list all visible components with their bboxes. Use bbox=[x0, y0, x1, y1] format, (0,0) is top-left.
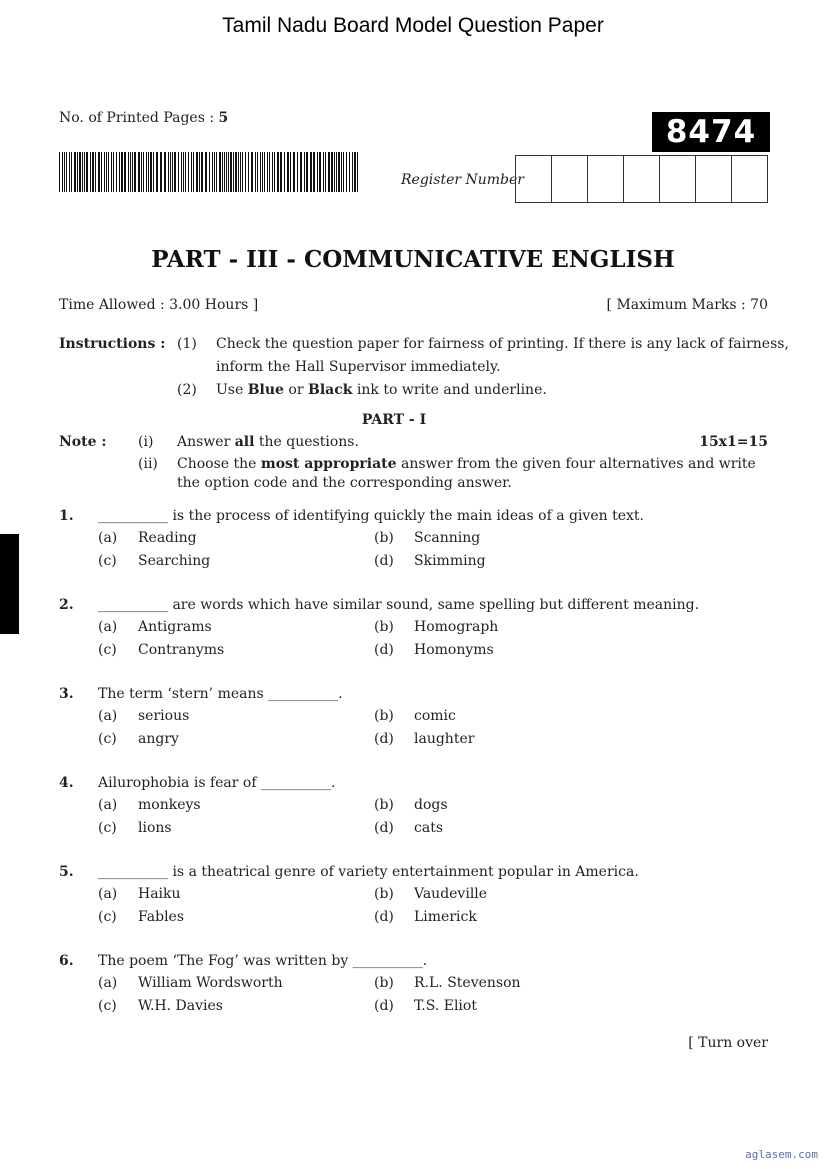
barcode-bar bbox=[346, 152, 347, 192]
barcode-bar bbox=[352, 152, 353, 192]
question-text: The term ‘stern’ means __________. bbox=[98, 686, 343, 702]
barcode-bar bbox=[146, 152, 147, 192]
option-text: Homograph bbox=[414, 619, 499, 635]
option-code: (d) bbox=[374, 553, 394, 569]
register-digit-box[interactable] bbox=[731, 155, 768, 203]
barcode-bar bbox=[95, 152, 96, 192]
instruction-number: (1) bbox=[177, 336, 197, 352]
option-text: T.S. Eliot bbox=[414, 998, 477, 1014]
note-text-cont: the option code and the corresponding answer. bbox=[177, 475, 512, 491]
option-text: Haiku bbox=[138, 886, 181, 902]
option-text: lions bbox=[138, 820, 172, 836]
barcode-bar bbox=[153, 152, 154, 192]
barcode-bar bbox=[328, 152, 330, 192]
question-number: 3. bbox=[59, 686, 74, 702]
option-code: (b) bbox=[374, 797, 394, 813]
barcode-bar bbox=[248, 152, 249, 192]
barcode-bar bbox=[313, 152, 315, 192]
question-text: The poem ‘The Fog’ was written by __________. bbox=[98, 953, 428, 969]
option-text: laughter bbox=[414, 731, 475, 747]
paper-title: PART - III - COMMUNICATIVE ENGLISH bbox=[151, 246, 675, 273]
barcode-bar bbox=[267, 152, 268, 192]
barcode-bar bbox=[331, 152, 333, 192]
barcode-bar bbox=[130, 152, 131, 192]
barcode-bar bbox=[280, 152, 282, 192]
barcode-bar bbox=[191, 152, 192, 192]
register-number-label: Register Number bbox=[401, 172, 524, 188]
register-digit-box[interactable] bbox=[515, 155, 552, 203]
barcode-bar bbox=[134, 152, 136, 192]
barcode-bar bbox=[193, 152, 194, 192]
option-text: Antigrams bbox=[138, 619, 212, 635]
option-code: (b) bbox=[374, 530, 394, 546]
barcode-bar bbox=[132, 152, 133, 192]
barcode-bar bbox=[150, 152, 152, 192]
barcode-bar bbox=[79, 152, 81, 192]
barcode-bar bbox=[349, 152, 350, 192]
option-code: (b) bbox=[374, 708, 394, 724]
barcode-bar bbox=[185, 152, 186, 192]
barcode-bar bbox=[183, 152, 184, 192]
barcode-bar bbox=[148, 152, 149, 192]
barcode-bar bbox=[336, 152, 337, 192]
instruction-fragment: Use bbox=[216, 382, 248, 398]
instruction-bold: Blue bbox=[247, 382, 284, 398]
note-fragment: the questions. bbox=[254, 434, 359, 450]
option-code: (d) bbox=[374, 642, 394, 658]
instruction-fragment: ink to write and underline. bbox=[352, 382, 547, 398]
barcode-bar bbox=[106, 152, 107, 192]
question-text: __________ are words which have similar sound, same spelling but different meaning. bbox=[98, 597, 700, 613]
option-code: (c) bbox=[98, 820, 117, 836]
option-code: (c) bbox=[98, 553, 117, 569]
barcode-bar bbox=[160, 152, 162, 192]
option-text: William Wordsworth bbox=[138, 975, 283, 991]
note-bold: most appropriate bbox=[260, 456, 397, 472]
note-fragment: Choose the bbox=[177, 456, 261, 472]
barcode-bar bbox=[74, 152, 76, 192]
option-code: (b) bbox=[374, 975, 394, 991]
barcode-bar bbox=[77, 152, 78, 192]
barcode-bar bbox=[319, 152, 321, 192]
barcode-bar bbox=[297, 152, 298, 192]
barcode-bar bbox=[293, 152, 295, 192]
question-number: 2. bbox=[59, 597, 74, 613]
note-bold: all bbox=[234, 434, 255, 450]
register-digit-box[interactable] bbox=[695, 155, 732, 203]
instruction-text: Check the question paper for fairness of printing. If there is any lack of fairness, bbox=[216, 336, 789, 352]
option-code: (a) bbox=[98, 797, 118, 813]
barcode-bar bbox=[156, 152, 158, 192]
barcode-bar bbox=[90, 152, 91, 192]
option-text: Limerick bbox=[414, 909, 477, 925]
option-text: Reading bbox=[138, 530, 197, 546]
time-allowed: Time Allowed : 3.00 Hours ] bbox=[59, 297, 259, 313]
option-text: Contranyms bbox=[138, 642, 225, 658]
barcode-bar bbox=[262, 152, 263, 192]
barcode-bar bbox=[284, 152, 285, 192]
barcode-bar bbox=[121, 152, 123, 192]
option-code: (c) bbox=[98, 642, 117, 658]
turn-over-note: [ Turn over bbox=[688, 1035, 768, 1051]
question-number: 1. bbox=[59, 508, 74, 524]
barcode-bar bbox=[119, 152, 120, 192]
option-code: (d) bbox=[374, 998, 394, 1014]
barcode-bar bbox=[164, 152, 166, 192]
barcode-bar bbox=[111, 152, 112, 192]
option-text: comic bbox=[414, 708, 456, 724]
barcode-bar bbox=[325, 152, 326, 192]
side-black-mark bbox=[0, 534, 19, 634]
footer-watermark: aglasem.com bbox=[745, 1148, 818, 1161]
barcode-bar bbox=[235, 152, 237, 192]
question-number: 4. bbox=[59, 775, 74, 791]
barcode-bar bbox=[108, 152, 109, 192]
barcode-bar bbox=[228, 152, 229, 192]
part-marks: 15x1=15 bbox=[699, 434, 768, 450]
barcode-bar bbox=[86, 152, 88, 192]
barcode-bar bbox=[334, 152, 335, 192]
instruction-text bbox=[216, 382, 547, 398]
barcode-bar bbox=[101, 152, 102, 192]
option-code: (a) bbox=[98, 975, 118, 991]
note-fragment: Answer bbox=[177, 434, 235, 450]
option-code: (d) bbox=[374, 820, 394, 836]
option-text: serious bbox=[138, 708, 190, 724]
barcode-bar bbox=[178, 152, 179, 192]
barcode-bar bbox=[269, 152, 270, 192]
barcode-bar bbox=[230, 152, 232, 192]
barcode-bar bbox=[116, 152, 117, 192]
printed-pages-value: 5 bbox=[218, 110, 229, 126]
option-code: (a) bbox=[98, 708, 118, 724]
maximum-marks: [ Maximum Marks : 70 bbox=[606, 297, 768, 313]
instruction-text-cont: inform the Hall Supervisor immediately. bbox=[216, 359, 501, 375]
option-text: Searching bbox=[138, 553, 211, 569]
barcode-bar bbox=[172, 152, 173, 192]
option-code: (a) bbox=[98, 530, 118, 546]
instruction-bold: Black bbox=[308, 382, 353, 398]
barcode-bar bbox=[128, 152, 129, 192]
barcode-bar bbox=[138, 152, 140, 192]
barcode-bar bbox=[264, 152, 265, 192]
option-code: (c) bbox=[98, 909, 117, 925]
barcode-bar bbox=[260, 152, 261, 192]
barcode-bar bbox=[199, 152, 200, 192]
barcode-bar bbox=[323, 152, 324, 192]
barcode-bar bbox=[343, 152, 344, 192]
instruction-fragment: or bbox=[283, 382, 308, 398]
barcode-bar bbox=[201, 152, 203, 192]
barcode-bar bbox=[238, 152, 239, 192]
option-text: W.H. Davies bbox=[138, 998, 223, 1014]
barcode-bar bbox=[226, 152, 227, 192]
barcode-bar bbox=[357, 152, 358, 192]
part-heading: PART - I bbox=[361, 412, 427, 428]
barcode-bar bbox=[174, 152, 176, 192]
barcode-bar bbox=[59, 152, 60, 192]
barcode-bar bbox=[222, 152, 223, 192]
option-text: Fables bbox=[138, 909, 185, 925]
barcode bbox=[59, 152, 361, 192]
option-text: R.L. Stevenson bbox=[414, 975, 521, 991]
barcode-bar bbox=[255, 152, 256, 192]
page-top-title: Tamil Nadu Board Model Question Paper bbox=[222, 14, 604, 37]
barcode-bar bbox=[69, 152, 70, 192]
option-code: (b) bbox=[374, 886, 394, 902]
register-digit-box[interactable] bbox=[551, 155, 588, 203]
note-number: (ii) bbox=[138, 456, 158, 472]
note-text bbox=[177, 456, 756, 472]
barcode-bar bbox=[354, 152, 356, 192]
option-code: (d) bbox=[374, 909, 394, 925]
option-code: (d) bbox=[374, 731, 394, 747]
option-text: Scanning bbox=[414, 530, 481, 546]
register-digit-box[interactable] bbox=[587, 155, 624, 203]
paper-code-box: 8474 bbox=[652, 112, 770, 152]
barcode-bar bbox=[240, 152, 241, 192]
barcode-bar bbox=[224, 152, 225, 192]
barcode-bar bbox=[306, 152, 308, 192]
barcode-bar bbox=[71, 152, 72, 192]
barcode-bar bbox=[181, 152, 182, 192]
barcode-bar bbox=[219, 152, 221, 192]
option-text: Skimming bbox=[414, 553, 486, 569]
barcode-bar bbox=[274, 152, 275, 192]
barcode-bar bbox=[113, 152, 114, 192]
barcode-bar bbox=[98, 152, 100, 192]
option-code: (b) bbox=[374, 619, 394, 635]
option-text: angry bbox=[138, 731, 179, 747]
barcode-bar bbox=[245, 152, 246, 192]
barcode-bar bbox=[214, 152, 215, 192]
question-number: 5. bbox=[59, 864, 74, 880]
barcode-bar bbox=[92, 152, 94, 192]
barcode-bar bbox=[272, 152, 273, 192]
barcode-bar bbox=[196, 152, 198, 192]
barcode-bar bbox=[124, 152, 126, 192]
register-digit-box[interactable] bbox=[623, 155, 660, 203]
barcode-bar bbox=[205, 152, 207, 192]
instruction-number: (2) bbox=[177, 382, 197, 398]
option-text: monkeys bbox=[138, 797, 201, 813]
instructions-label: Instructions : bbox=[59, 336, 166, 352]
note-number: (i) bbox=[138, 434, 154, 450]
printed-pages bbox=[59, 110, 228, 126]
barcode-bar bbox=[338, 152, 340, 192]
barcode-bar bbox=[251, 152, 253, 192]
register-digit-box[interactable] bbox=[659, 155, 696, 203]
note-label: Note : bbox=[59, 434, 107, 450]
barcode-bar bbox=[66, 152, 67, 192]
question-text: Ailurophobia is fear of __________. bbox=[98, 775, 336, 791]
barcode-bar bbox=[104, 152, 105, 192]
barcode-bar bbox=[168, 152, 169, 192]
option-text: Homonyms bbox=[414, 642, 494, 658]
barcode-bar bbox=[141, 152, 142, 192]
option-code: (a) bbox=[98, 619, 118, 635]
option-code: (a) bbox=[98, 886, 118, 902]
barcode-bar bbox=[304, 152, 305, 192]
barcode-bar bbox=[341, 152, 342, 192]
barcode-bar bbox=[82, 152, 83, 192]
barcode-bar bbox=[209, 152, 210, 192]
barcode-bar bbox=[287, 152, 289, 192]
printed-pages-label: No. of Printed Pages : bbox=[59, 110, 219, 126]
barcode-bar bbox=[64, 152, 65, 192]
barcode-bar bbox=[242, 152, 243, 192]
question-text: __________ is the process of identifying quickly the main ideas of a given text. bbox=[98, 508, 644, 524]
barcode-bar bbox=[212, 152, 213, 192]
barcode-bar bbox=[277, 152, 279, 192]
barcode-bar bbox=[143, 152, 144, 192]
barcode-bar bbox=[310, 152, 312, 192]
option-code: (c) bbox=[98, 731, 117, 747]
barcode-bar bbox=[233, 152, 234, 192]
barcode-bar bbox=[188, 152, 189, 192]
option-text: Vaudeville bbox=[414, 886, 488, 902]
barcode-bar bbox=[257, 152, 258, 192]
register-number-boxes[interactable] bbox=[515, 155, 768, 203]
question-text: __________ is a theatrical genre of variety entertainment popular in America. bbox=[98, 864, 639, 880]
barcode-bar bbox=[290, 152, 291, 192]
barcode-bar bbox=[216, 152, 217, 192]
barcode-bar bbox=[62, 152, 63, 192]
option-text: cats bbox=[414, 820, 443, 836]
barcode-bar bbox=[300, 152, 302, 192]
barcode-bar bbox=[170, 152, 171, 192]
question-number: 6. bbox=[59, 953, 74, 969]
note-fragment: answer from the given four alternatives and write bbox=[396, 456, 756, 472]
option-code: (c) bbox=[98, 998, 117, 1014]
barcode-bar bbox=[84, 152, 85, 192]
option-text: dogs bbox=[414, 797, 448, 813]
note-text bbox=[177, 434, 359, 450]
barcode-bar bbox=[317, 152, 318, 192]
